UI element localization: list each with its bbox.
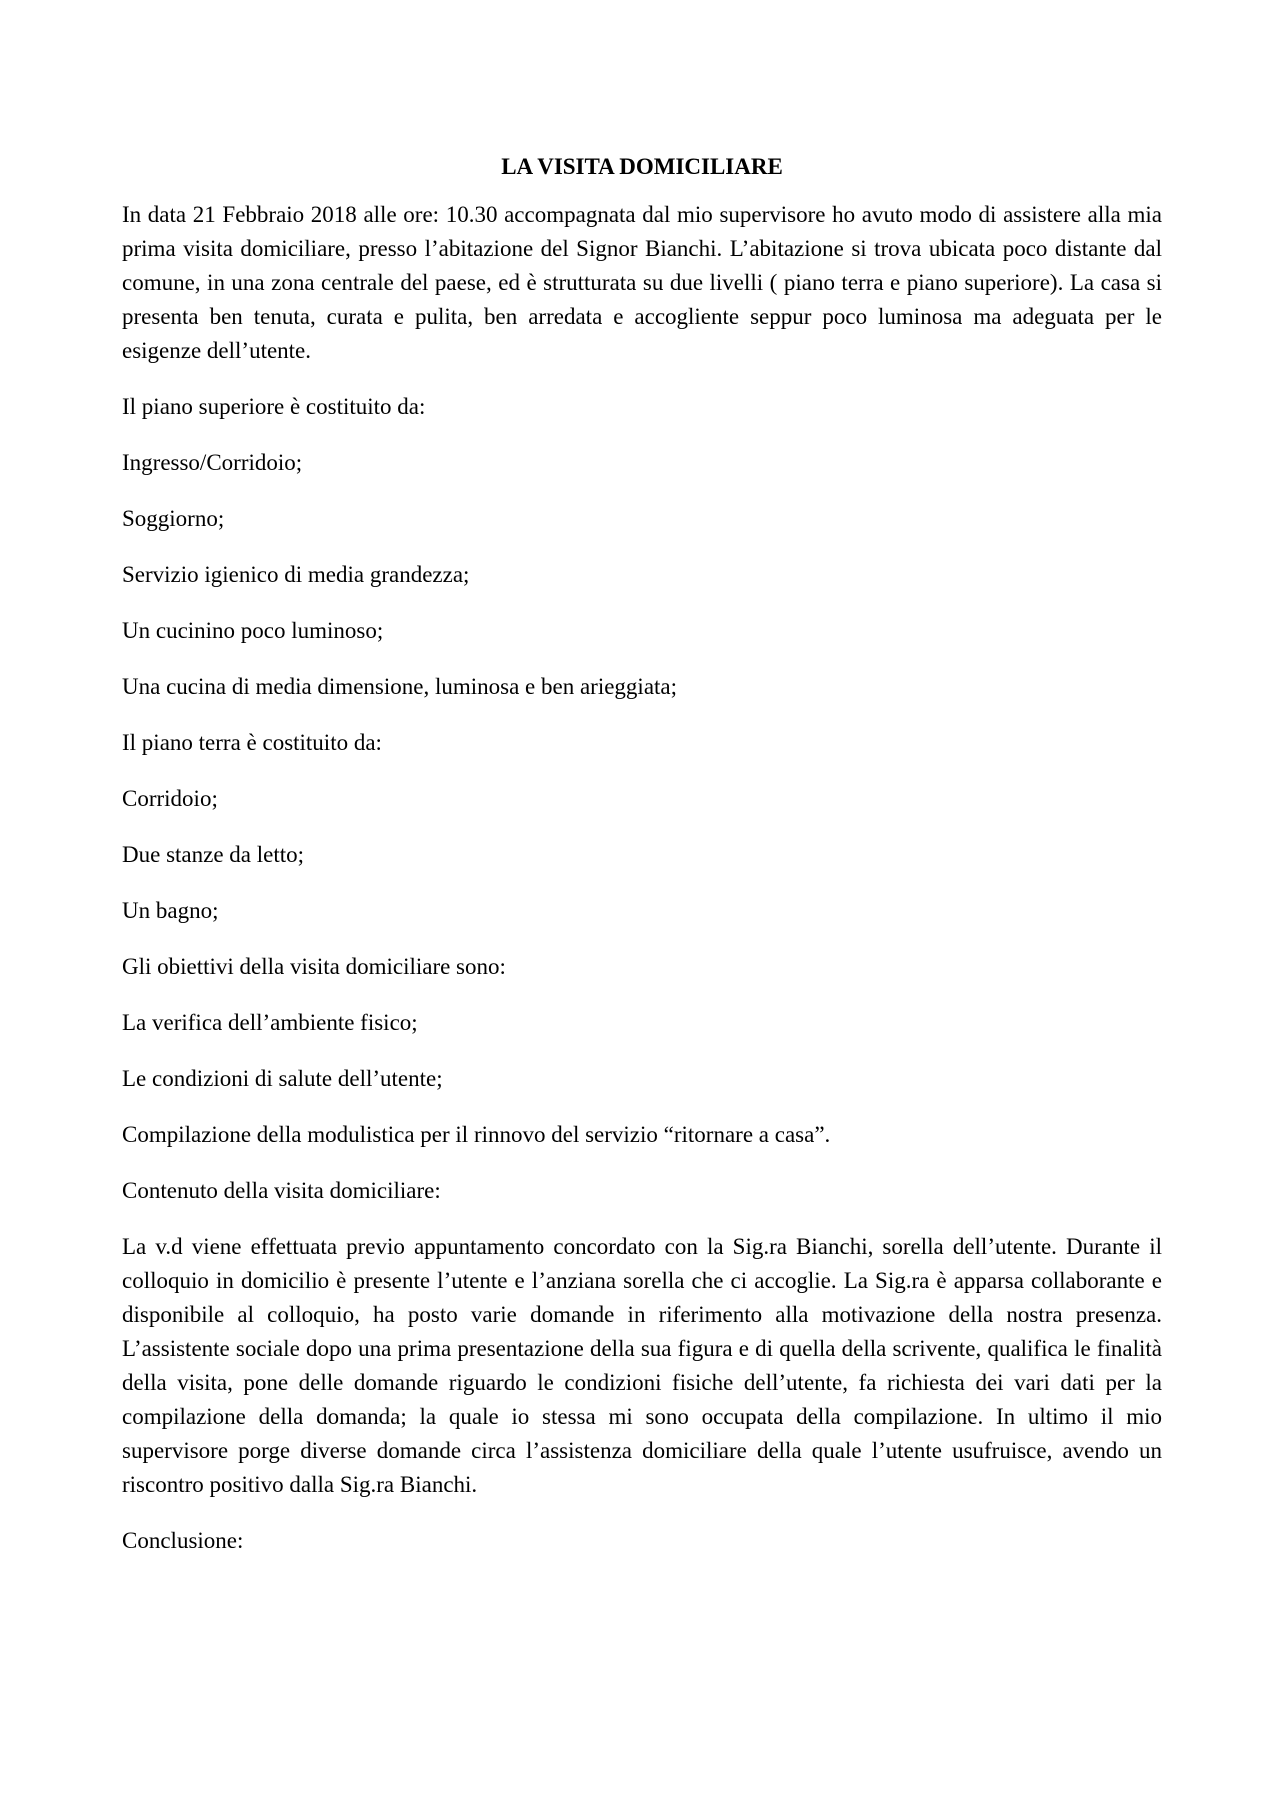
conclusion-heading: Conclusione:: [122, 1528, 244, 1553]
objective-item: Compilazione della modulistica per il rinnovo del servizio “ritornare a casa”.: [122, 1122, 831, 1147]
upper-floor-item: Servizio igienico di media grandezza;: [122, 562, 470, 587]
upper-floor-item: Ingresso/Corridoio;: [122, 450, 303, 475]
content-heading: Contenuto della visita domiciliare:: [122, 1178, 441, 1203]
objective-item: La verifica dell’ambiente fisico;: [122, 1010, 418, 1035]
document-body: [122, 150, 1162, 1580]
upper-floor-heading: Il piano superiore è costituito da:: [122, 394, 426, 419]
objectives-heading: Gli obiettivi della visita domiciliare sono:: [122, 954, 506, 979]
upper-floor-item: Un cucinino poco luminoso;: [122, 618, 384, 643]
upper-floor-item: Soggiorno;: [122, 506, 225, 531]
intro-paragraph: In data 21 Febbraio 2018 alle ore: 10.30 accompagnata dal mio supervisore ho avuto modo di assistere alla mia prima visita domiciliare, presso l’abitazione del Signor Bianchi. L’abitazione si trova ubicata poco distante dal comune, in una zona centrale del paese, ed è strutturata su due livelli ( piano terra e piano superiore). La casa si presenta ben tenuta, curata e pulita, ben arredata e accogliente seppur poco luminosa ma adeguata per le esigenze dell’utente.: [122, 202, 1162, 363]
ground-floor-item: Due stanze da letto;: [122, 842, 305, 867]
content-paragraph: La v.d viene effettuata previo appuntamento concordato con la Sig.ra Bianchi, sorella dell’utente. Durante il colloquio in domicilio è presente l’utente e l’anziana sorella che ci accoglie. La Sig.ra è apparsa collaborante e disponibile al colloquio, ha posto varie domande in riferimento alla motivazione della nostra presenza. L’assistente sociale dopo una prima presentazione della sua figura e di quella della scrivente, qualifica le finalità della visita, pone delle domande riguardo le condizioni fisiche dell’utente, fa richiesta dei vari dati per la compilazione della domanda; la quale io stessa mi sono occupata della compilazione. In ultimo il mio supervisore porge diverse domande circa l’assistenza domiciliare della quale l’utente usufruisce, avendo un riscontro positivo dalla Sig.ra Bianchi.: [122, 1234, 1162, 1497]
ground-floor-heading: Il piano terra è costituito da:: [122, 730, 382, 755]
document-title: LA VISITA DOMICILIARE: [501, 154, 783, 179]
ground-floor-item: Un bagno;: [122, 898, 219, 923]
upper-floor-item: Una cucina di media dimensione, luminosa e ben arieggiata;: [122, 674, 678, 699]
objective-item: Le condizioni di salute dell’utente;: [122, 1066, 443, 1091]
ground-floor-item: Corridoio;: [122, 786, 218, 811]
